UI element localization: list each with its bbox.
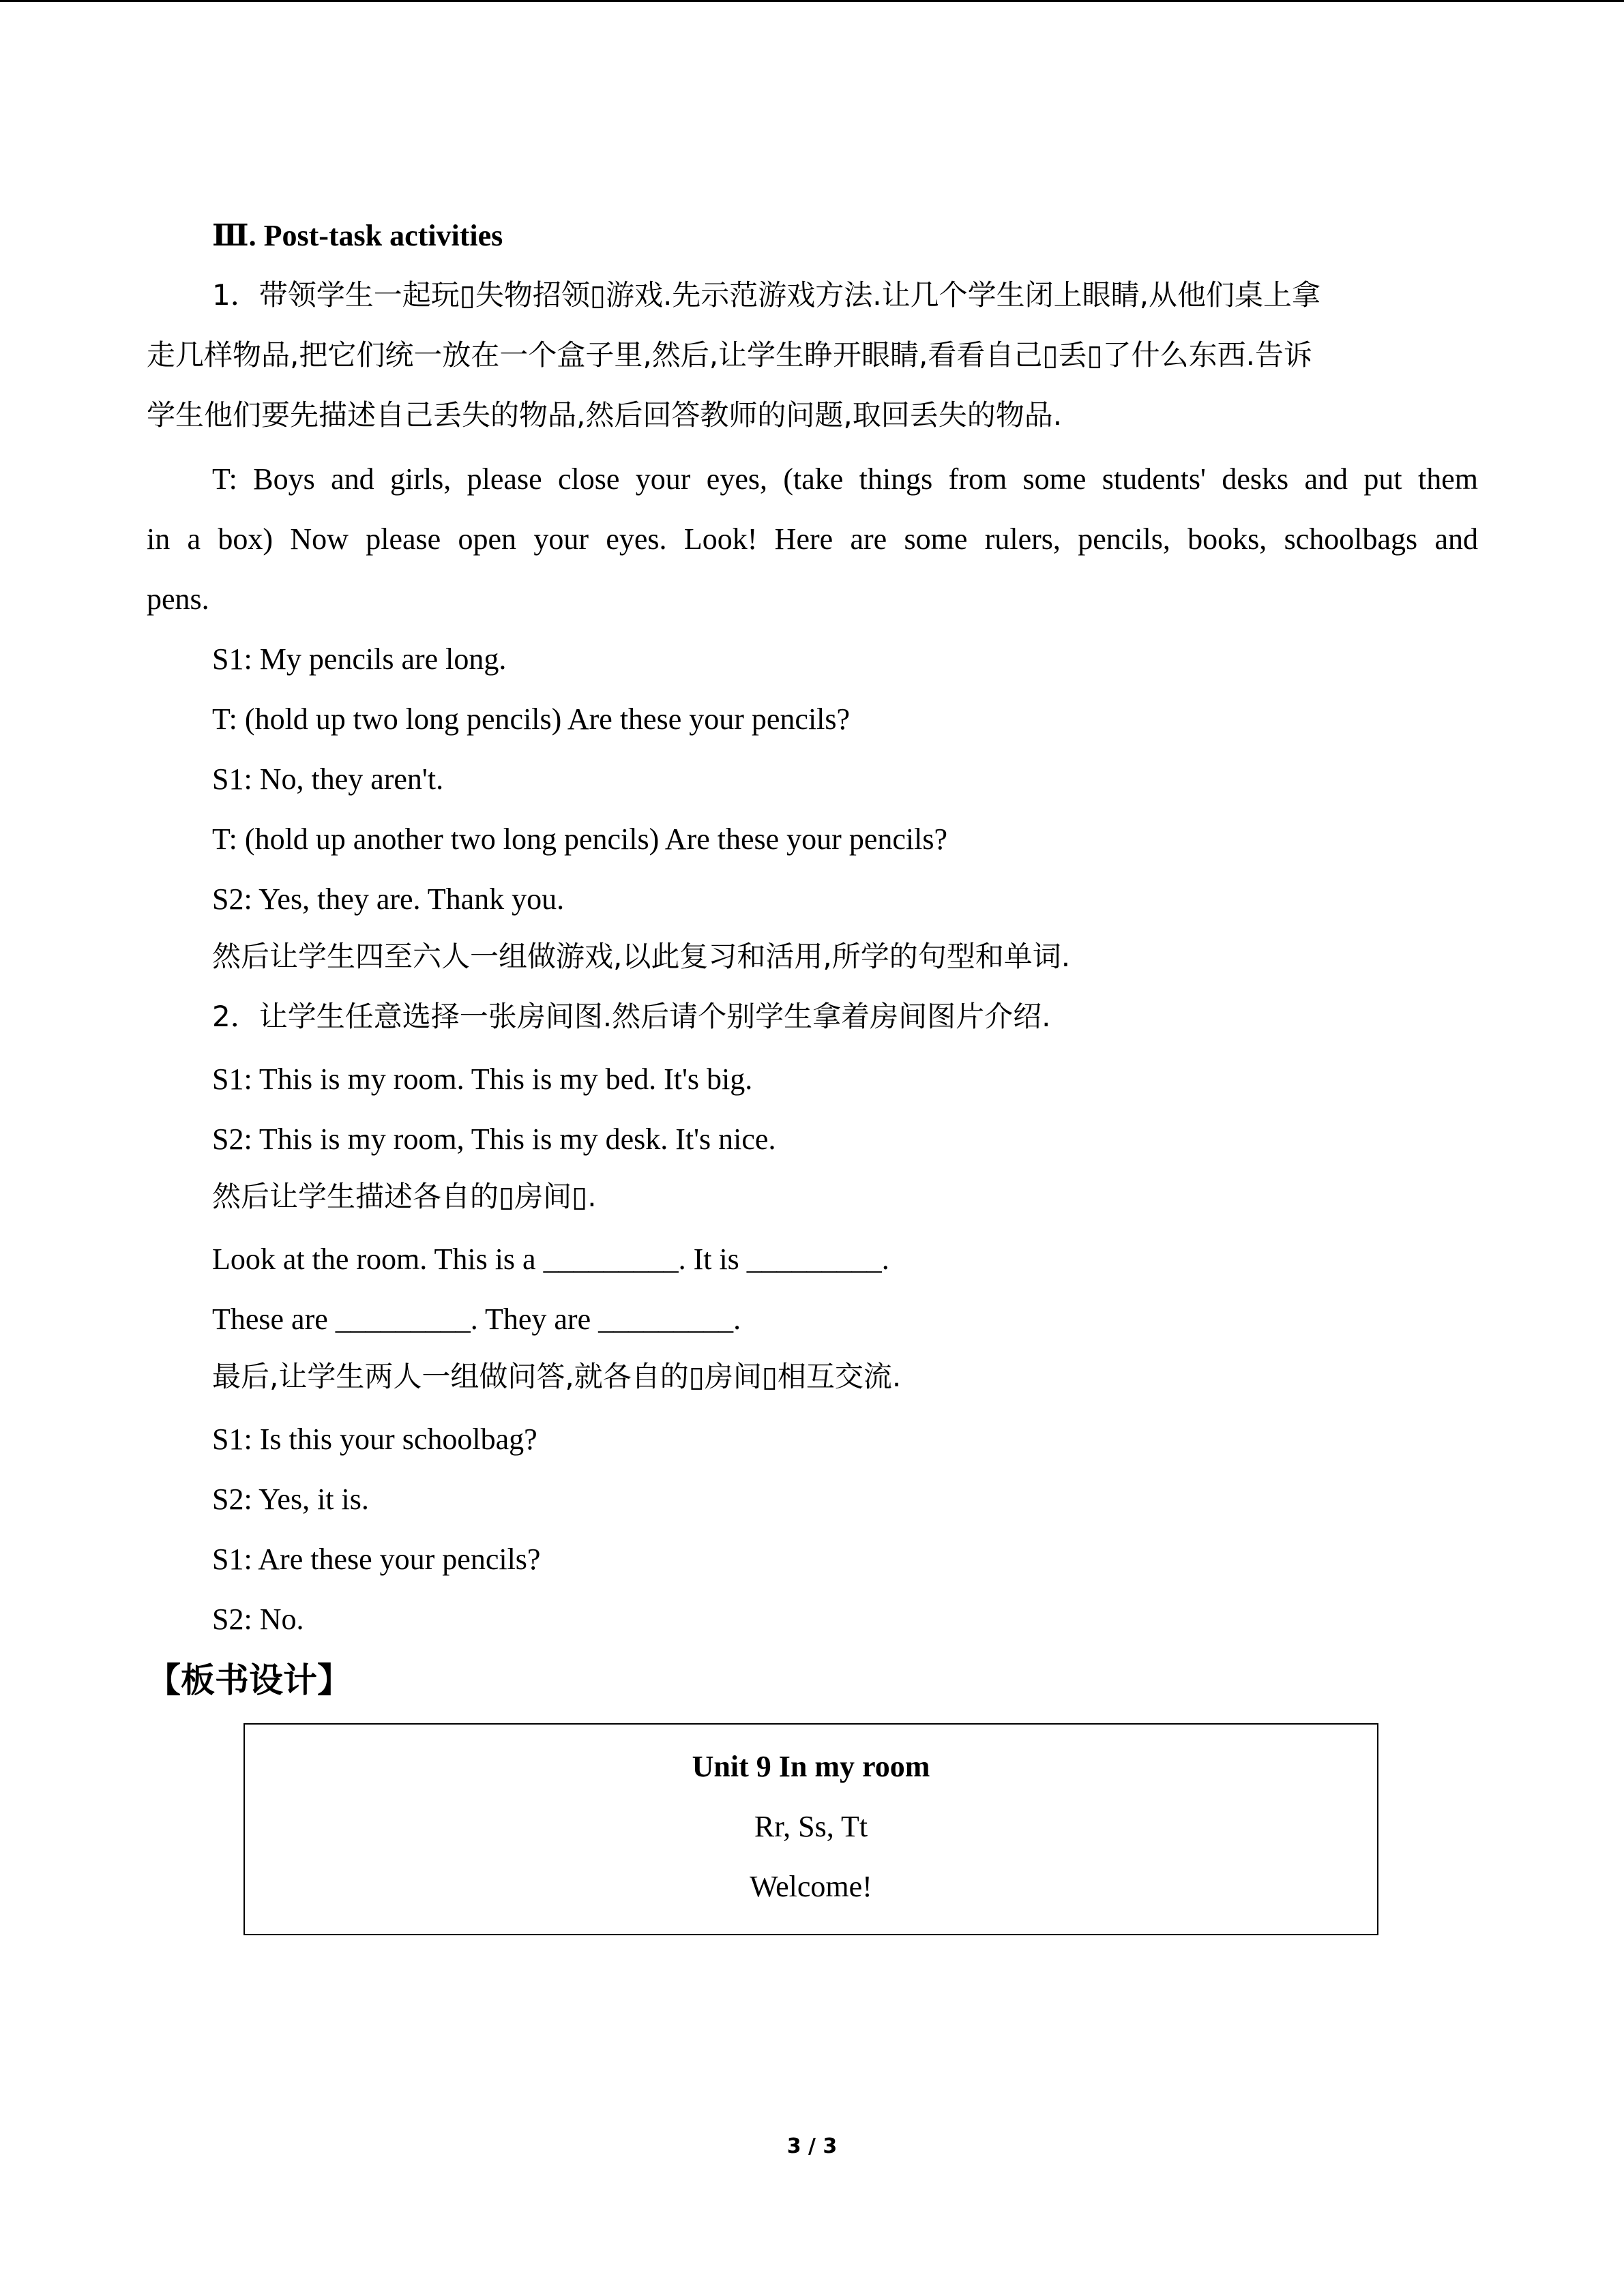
section-title: Ⅲ. Post-task activities (212, 219, 503, 252)
dialogue1-line: S1: No, they aren't. (212, 762, 444, 796)
page-number: 3 / 3 (786, 2134, 838, 2158)
dialogue1-line: T: (hold up two long pencils) Are these your pencils? (212, 702, 851, 736)
teacher-intro-line1: T: Boys and girls, please close your eyes, (take things from some students' desks and put them (212, 462, 1478, 496)
item2: 2．让学生任意选择一张房间图.然后请个别学生拿着房间图片介绍. (212, 1000, 1051, 1033)
item1-line3: 学生他们要先描述自己丢失的物品,然后回答教师的问题,取回丢失的物品. (147, 398, 1063, 432)
board-design-box (243, 1723, 1378, 1935)
note2: 然后让学生描述各自的▯房间▯. (212, 1180, 597, 1213)
teacher-intro-line3: pens. (147, 582, 209, 616)
board-design-heading: 【板书设计】 (147, 1660, 351, 1700)
top-border-line (0, 0, 1624, 2)
dialogue3-line: S1: Is this your schoolbag? (212, 1422, 537, 1456)
fill-in-line: These are _________. They are _________. (212, 1302, 741, 1336)
dialogue2-line: S1: This is my room. This is my bed. It's big. (212, 1062, 753, 1096)
fill-in-line: Look at the room. This is a _________. It is _________. (212, 1242, 889, 1276)
dialogue1-line: S2: Yes, they are. Thank you. (212, 882, 565, 916)
board-letters: Rr, Ss, Tt (754, 1810, 868, 1843)
item1-line1: 1．带领学生一起玩▯失物招领▯游戏.先示范游戏方法.让几个学生闭上眼睛,从他们桌上拿 (212, 278, 1321, 312)
board-title: Unit 9 In my room (692, 1750, 930, 1783)
dialogue1-line: T: (hold up another two long pencils) Are these your pencils? (212, 822, 947, 856)
dialogue1-line: S1: My pencils are long. (212, 642, 507, 676)
item1-line2: 走几样物品,把它们统一放在一个盒子里,然后,让学生睁开眼睛,看看自己▯丢▯了什么东西.告诉 (147, 338, 1312, 372)
dialogue3-line: S1: Are these your pencils? (212, 1542, 541, 1576)
note3: 最后,让学生两人一组做问答,就各自的▯房间▯相互交流. (212, 1360, 902, 1393)
dialogue3-line: S2: No. (212, 1602, 304, 1636)
note1: 然后让学生四至六人一组做游戏,以此复习和活用,所学的句型和单词. (212, 940, 1071, 973)
dialogue2-line: S2: This is my room, This is my desk. It's nice. (212, 1122, 776, 1156)
teacher-intro-line2: in a box) Now please open your eyes. Look! Here are some rulers, pencils, books, schoolbags and (147, 522, 1478, 556)
dialogue3-line: S2: Yes, it is. (212, 1482, 369, 1516)
board-greeting: Welcome! (750, 1870, 872, 1903)
